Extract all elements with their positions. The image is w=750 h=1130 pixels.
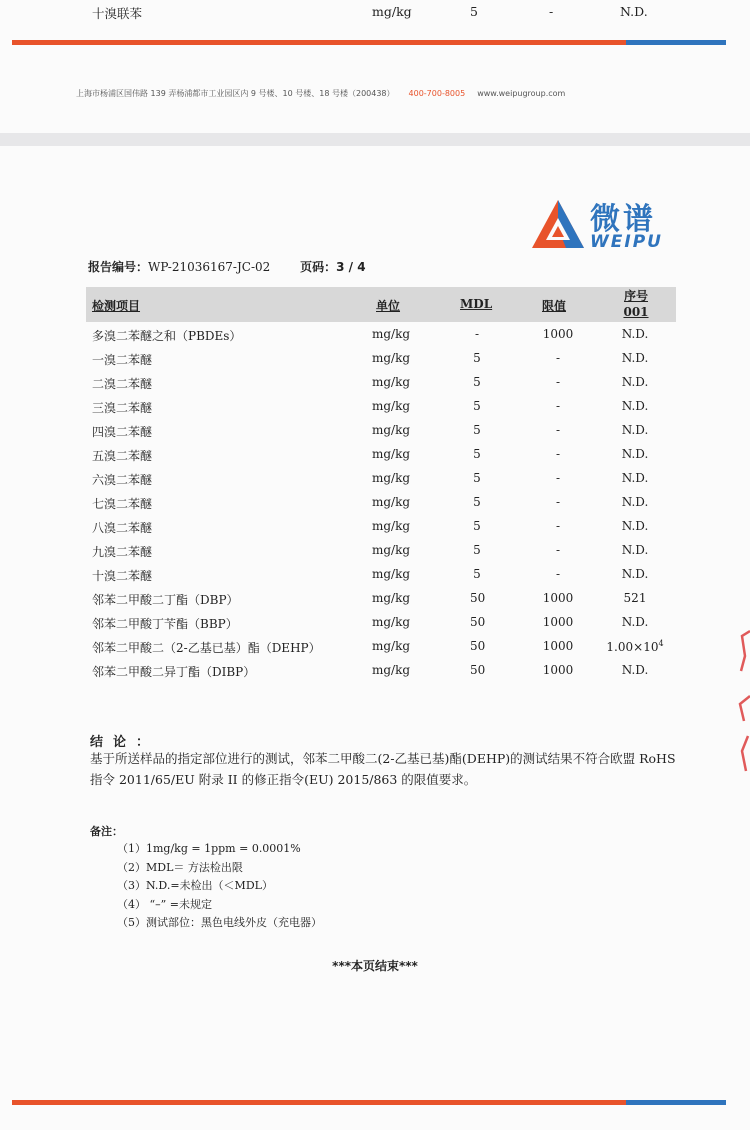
note-item: （3）N.D.=未检出（＜MDL） [117, 879, 273, 892]
item-result: N.D. [621, 543, 649, 557]
item-unit: mg/kg [372, 471, 411, 485]
table-row [0, 591, 750, 615]
item-unit: mg/kg [372, 543, 411, 557]
conclusion-title: 结论： [90, 735, 160, 750]
page-label: 页码： [300, 260, 337, 274]
item-unit: mg/kg [372, 567, 411, 581]
item-limit: - [555, 399, 561, 413]
item-limit: - [555, 423, 561, 437]
conclusion-text: 基于所送样品的指定部位进行的测试，邻苯二甲酸二(2-乙基已基)酯(DEHP)的测试结果不符合欧盟 RoHS 指令 2011/65/EU 附录 II 的修正指令(EU) 2015/863 的限值要求。 [90, 751, 676, 787]
table-row [0, 615, 750, 639]
item-unit: mg/kg [372, 639, 411, 653]
item-mdl: 5 [473, 447, 481, 461]
table-header [86, 287, 676, 322]
address-text: 上海市杨浦区国伟路 139 弄杨浦都市工业园区内 9 号楼、10 号楼、18 号楼（200438） [76, 89, 395, 98]
item-limit: - [555, 519, 561, 533]
item-name: 三溴二苯醚 [92, 401, 153, 415]
item-mdl: 50 [470, 663, 486, 677]
item-result: N.D. [621, 519, 649, 533]
item-limit: - [555, 471, 561, 485]
item-result: N.D. [621, 375, 649, 389]
item-result: N.D. [621, 351, 649, 365]
item-result: N.D. [621, 663, 649, 677]
report-page [0, 146, 750, 1130]
item-unit: mg/kg [372, 399, 411, 413]
item-limit: - [555, 567, 561, 581]
item-mdl: 5 [473, 375, 481, 389]
notes-list [117, 840, 322, 933]
item-limit: 1000 [542, 591, 574, 605]
item-name: 九溴二苯醚 [92, 545, 153, 559]
item-unit: mg/kg [372, 447, 411, 461]
logo-chinese-text: 微谱 [590, 202, 656, 237]
result-mantissa: 1.00×10 [606, 640, 659, 654]
header-seq-number: 001 [623, 305, 649, 319]
item-unit: mg/kg [372, 375, 411, 389]
table-row [0, 4, 750, 24]
item-name: 二溴二苯醚 [92, 377, 153, 391]
item-unit: mg/kg [372, 4, 412, 19]
item-result: N.D. [621, 471, 649, 485]
table-row [0, 519, 750, 543]
item-result: N.D. [621, 567, 649, 581]
logo-english-text: WEIPU [590, 232, 663, 252]
header-sequence [606, 288, 666, 320]
note-item: （1）1mg/kg = 1ppm = 0.0001% [117, 842, 301, 855]
report-number-label: 报告编号： [88, 260, 149, 274]
item-mdl: 5 [470, 4, 478, 19]
item-limit: 1000 [542, 639, 574, 653]
item-mdl: 50 [470, 639, 486, 653]
footer-stripe [12, 1100, 726, 1105]
item-name: 七溴二苯醚 [92, 497, 153, 511]
item-limit: - [555, 495, 561, 509]
item-unit: mg/kg [372, 615, 411, 629]
item-limit: 1000 [542, 663, 574, 677]
footer-stripe [12, 40, 726, 45]
item-name: 四溴二苯醚 [92, 425, 153, 439]
item-name: 十溴联苯 [92, 6, 143, 21]
item-unit: mg/kg [372, 495, 411, 509]
item-limit: - [555, 447, 561, 461]
red-stamp-edge-icon [736, 626, 750, 776]
item-unit: mg/kg [372, 663, 411, 677]
item-limit: 1000 [542, 615, 574, 629]
website-link: www.weipugroup.com [477, 89, 566, 98]
report-meta [88, 258, 366, 275]
previous-page-fragment [0, 0, 750, 133]
item-limit: - [555, 543, 561, 557]
table-row [0, 471, 750, 495]
page-number: 3 / 4 [336, 260, 366, 274]
report-number: WP-21036167-JC-02 [148, 260, 271, 274]
item-name: 多溴二苯醚之和（PBDEs） [92, 329, 242, 343]
header-limit: 限值 [542, 299, 567, 313]
item-mdl: 5 [473, 495, 481, 509]
item-result: N.D. [621, 615, 649, 629]
table-row [0, 423, 750, 447]
footer-address [76, 88, 565, 99]
item-name: 邻苯二甲酸二（2-乙基已基）酯（DEHP） [92, 641, 321, 655]
item-name: 六溴二苯醚 [92, 473, 153, 487]
header-seq-label: 序号 [623, 289, 648, 303]
item-result: 521 [623, 591, 647, 605]
item-mdl: 5 [473, 519, 481, 533]
item-mdl: 5 [473, 471, 481, 485]
table-row [0, 375, 750, 399]
item-result: N.D. [621, 495, 649, 509]
item-unit: mg/kg [372, 327, 411, 341]
logo-mark-icon [530, 198, 586, 252]
item-name: 邻苯二甲酸丁苄酯（BBP） [92, 617, 238, 631]
weipu-logo [530, 198, 680, 254]
item-mdl: - [474, 327, 480, 341]
item-mdl: 50 [470, 591, 486, 605]
item-result: N.D. [620, 4, 648, 19]
item-mdl: 5 [473, 351, 481, 365]
item-mdl: 5 [473, 423, 481, 437]
item-name: 邻苯二甲酸二丁酯（DBP） [92, 593, 239, 607]
item-unit: mg/kg [372, 591, 411, 605]
note-item: （5）测试部位：黑色电线外皮（充电器） [117, 916, 322, 929]
item-limit: - [555, 375, 561, 389]
header-mdl: MDL [460, 297, 493, 311]
table-row [0, 663, 750, 687]
item-name: 五溴二苯醚 [92, 449, 153, 463]
item-name: 一溴二苯醚 [92, 353, 153, 367]
header-item: 检测项目 [92, 299, 141, 313]
table-row [0, 351, 750, 375]
table-row [0, 567, 750, 591]
item-mdl: 5 [473, 399, 481, 413]
table-row [0, 495, 750, 519]
item-mdl: 5 [473, 567, 481, 581]
note-item: （4） “–” =未规定 [117, 897, 212, 911]
item-unit: mg/kg [372, 519, 411, 533]
note-item: （2）MDL＝ 方法检出限 [117, 860, 243, 874]
item-limit: 1000 [542, 327, 574, 341]
item-mdl: 5 [473, 543, 481, 557]
item-result: N.D. [621, 327, 649, 341]
item-result: N.D. [621, 423, 649, 437]
table-row [0, 327, 750, 351]
item-unit: mg/kg [372, 423, 411, 437]
item-name: 八溴二苯醚 [92, 521, 153, 535]
page-end-mark: ***本页结束*** [332, 959, 418, 973]
table-row [0, 639, 750, 663]
item-name: 十溴二苯醚 [92, 569, 153, 583]
item-limit: - [555, 351, 561, 365]
item-result: N.D. [621, 399, 649, 413]
item-result [602, 639, 668, 654]
table-row [0, 399, 750, 423]
result-exponent: 4 [658, 639, 664, 648]
header-unit: 单位 [376, 299, 401, 313]
phone-number: 400-700-8005 [408, 89, 466, 98]
item-name: 邻苯二甲酸二异丁酯（DIBP） [92, 665, 256, 679]
table-row [0, 543, 750, 567]
notes-title: 备注： [90, 825, 123, 838]
item-unit: mg/kg [372, 351, 411, 365]
item-limit: - [549, 4, 554, 19]
table-row [0, 447, 750, 471]
item-result: N.D. [621, 447, 649, 461]
item-mdl: 50 [470, 615, 486, 629]
